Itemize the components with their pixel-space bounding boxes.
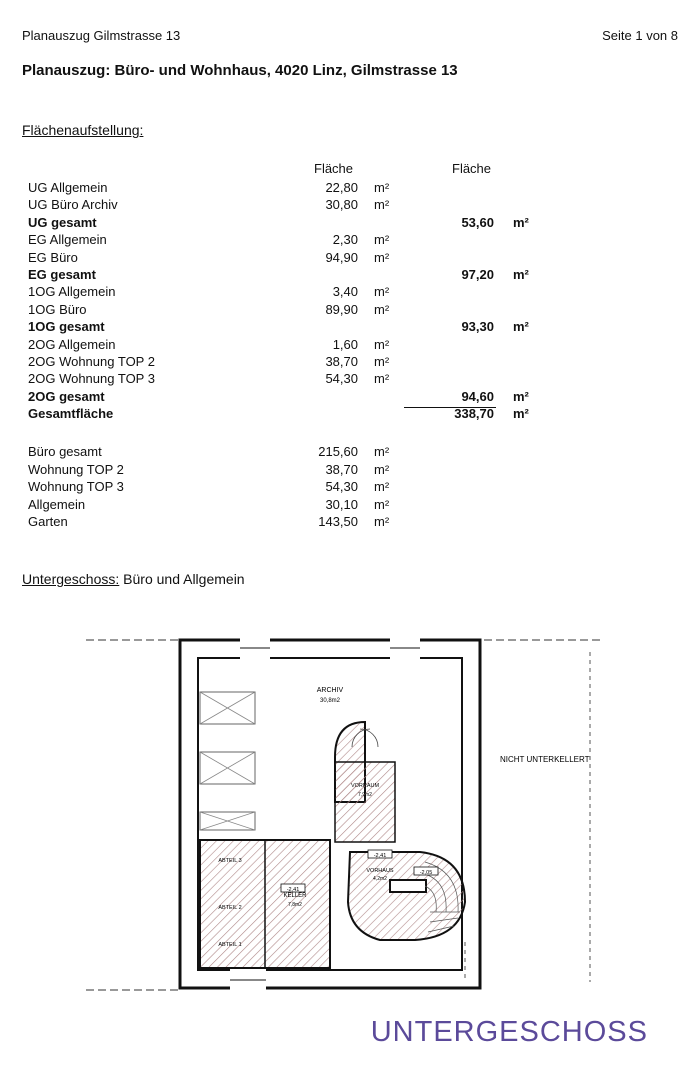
page-header-left: Planauszug Gilmstrasse 13 bbox=[22, 28, 181, 43]
summary-row-label: Allgemein bbox=[28, 496, 86, 512]
window-bottom bbox=[230, 966, 266, 992]
area-row-unit: m² bbox=[374, 180, 390, 195]
summary-row-value: 215,60 bbox=[318, 444, 358, 459]
summary-row bbox=[0, 479, 692, 497]
archiv-label: ARCHIV bbox=[316, 687, 344, 694]
level-vorhaus: -2,41 bbox=[373, 853, 387, 859]
summary-row bbox=[0, 444, 692, 462]
area-row-value: 38,70 bbox=[325, 354, 358, 369]
area-row-value: 3,40 bbox=[332, 284, 358, 300]
abteil3-label: ABTEIL 3 bbox=[218, 858, 242, 864]
area-row bbox=[0, 371, 692, 389]
summary-row bbox=[0, 497, 692, 515]
area-row-unit: m² bbox=[374, 354, 390, 369]
sum-line bbox=[404, 407, 496, 408]
summary-row-unit: m² bbox=[374, 479, 390, 495]
document-title: Planauszug: Büro- und Wohnhaus, 4020 Linz, Gilmstrasse 13 bbox=[22, 62, 458, 79]
vorraum-hatch bbox=[335, 762, 395, 842]
area-row bbox=[0, 250, 692, 268]
vorhaus-label: VORHAUS bbox=[366, 868, 394, 874]
summary-row-unit: m² bbox=[374, 444, 390, 459]
area-row-value: 2,30 bbox=[332, 232, 358, 248]
page-number: Seite 1 von 8 bbox=[602, 28, 678, 43]
vorraum-area: 7,9m2 bbox=[358, 792, 372, 798]
summary-row-label: Büro gesamt bbox=[28, 444, 102, 459]
area-row-total-unit: m² bbox=[513, 267, 529, 282]
abteil1-label: ABTEIL 1 bbox=[218, 942, 242, 948]
summary-row-label: Garten bbox=[28, 514, 68, 530]
area-row bbox=[0, 319, 692, 337]
area-row-total-unit: m² bbox=[513, 319, 529, 335]
summary-row-value: 30,10 bbox=[325, 496, 358, 512]
area-row-label: 2OG Allgemein bbox=[28, 336, 116, 352]
vorhaus-room bbox=[348, 852, 465, 940]
area-row bbox=[0, 180, 692, 198]
area-row-unit: m² bbox=[374, 336, 390, 352]
area-row-value: 30,80 bbox=[325, 197, 358, 213]
area-row bbox=[0, 389, 692, 407]
archive-shelves bbox=[200, 692, 255, 830]
level-keller: -2,41 bbox=[286, 887, 300, 893]
area-row-total: 53,60 bbox=[461, 214, 494, 230]
summary-row-unit: m² bbox=[374, 496, 390, 512]
area-row-unit: m² bbox=[374, 301, 390, 317]
vorhaus-area: 4,2m2 bbox=[373, 876, 387, 882]
summary-row-value: 143,50 bbox=[318, 514, 358, 530]
area-row-value: 22,80 bbox=[325, 180, 358, 195]
area-section-heading bbox=[22, 122, 143, 138]
summary-row-value: 38,70 bbox=[325, 461, 358, 477]
area-row-unit: m² bbox=[374, 284, 390, 300]
area-row bbox=[0, 337, 692, 355]
area-row bbox=[0, 302, 692, 320]
area-heading-text: Flächenaufstellung: bbox=[22, 122, 144, 138]
nicht-unterkellert-label: NICHT UNTERKELLERT bbox=[500, 755, 590, 764]
basement-floor-plan bbox=[80, 612, 600, 1007]
area-row-value: 89,90 bbox=[325, 301, 358, 317]
area-row-label: UG gesamt bbox=[28, 214, 97, 230]
area-row-unit: m² bbox=[374, 232, 390, 248]
window-top-left bbox=[240, 636, 270, 662]
area-row-label: 1OG gesamt bbox=[28, 319, 105, 335]
area-row bbox=[0, 284, 692, 302]
abteil2-label: ABTEIL 2 bbox=[218, 905, 242, 911]
area-row-label: 1OG Büro bbox=[28, 301, 87, 317]
area-row-total: 97,20 bbox=[461, 267, 494, 282]
area-row bbox=[0, 267, 692, 285]
floor-label: UNTERGESCHOSS bbox=[370, 1016, 648, 1048]
area-row-label: UG Allgemein bbox=[28, 180, 108, 195]
column-header-area-1: Fläche bbox=[314, 161, 354, 176]
column-header-area-2: Fläche bbox=[452, 161, 492, 176]
area-row-total-unit: m² bbox=[513, 388, 529, 404]
plan-heading-underlined: Untergeschoss: bbox=[22, 571, 120, 587]
area-row bbox=[0, 215, 692, 233]
area-row-unit: m² bbox=[374, 249, 390, 265]
area-row-label: UG Büro Archiv bbox=[28, 197, 118, 213]
level-stair: -2,05 bbox=[419, 870, 433, 876]
vorhaus-pillar bbox=[390, 880, 426, 892]
summary-row-value: 54,30 bbox=[325, 479, 358, 495]
area-row-value: 54,30 bbox=[325, 371, 358, 387]
vorraum-label: VORRAUM bbox=[350, 783, 380, 789]
window-top-right bbox=[390, 636, 420, 662]
area-row-label: 2OG gesamt bbox=[28, 388, 105, 404]
area-row-total: 338,70 bbox=[454, 406, 494, 422]
area-row-total: 93,30 bbox=[461, 319, 494, 335]
area-row-total: 94,60 bbox=[461, 388, 494, 404]
summary-row-label: Wohnung TOP 3 bbox=[28, 479, 124, 495]
area-row-label: EG gesamt bbox=[28, 267, 96, 282]
plan-section-heading bbox=[22, 571, 245, 587]
keller-area: 7,8m2 bbox=[288, 902, 302, 908]
area-row-unit: m² bbox=[374, 197, 390, 213]
summary-row-label: Wohnung TOP 2 bbox=[28, 461, 124, 477]
area-row-label: EG Büro bbox=[28, 249, 78, 265]
archiv-area: 30,8m2 bbox=[319, 698, 341, 704]
summary-row-unit: m² bbox=[374, 514, 390, 530]
area-row bbox=[0, 232, 692, 250]
area-row-label: 1OG Allgemein bbox=[28, 284, 116, 300]
plan-heading-rest: Büro und Allgemein bbox=[119, 571, 245, 587]
area-row-label: Gesamtfläche bbox=[28, 406, 114, 422]
area-row-unit: m² bbox=[374, 371, 390, 387]
area-row bbox=[0, 354, 692, 372]
area-row-value: 1,60 bbox=[332, 336, 358, 352]
summary-row bbox=[0, 462, 692, 480]
area-row bbox=[0, 197, 692, 215]
area-row bbox=[0, 406, 692, 424]
area-row-label: 2OG Wohnung TOP 2 bbox=[28, 354, 155, 369]
keller-label: KELLER bbox=[283, 893, 307, 899]
area-row-total-unit: m² bbox=[513, 214, 529, 230]
summary-row-unit: m² bbox=[374, 461, 390, 477]
area-row-label: 2OG Wohnung TOP 3 bbox=[28, 371, 155, 387]
area-row-total-unit: m² bbox=[513, 406, 529, 422]
summary-row bbox=[0, 514, 692, 532]
area-row-label: EG Allgemein bbox=[28, 232, 107, 248]
area-row-value: 94,90 bbox=[325, 249, 358, 265]
